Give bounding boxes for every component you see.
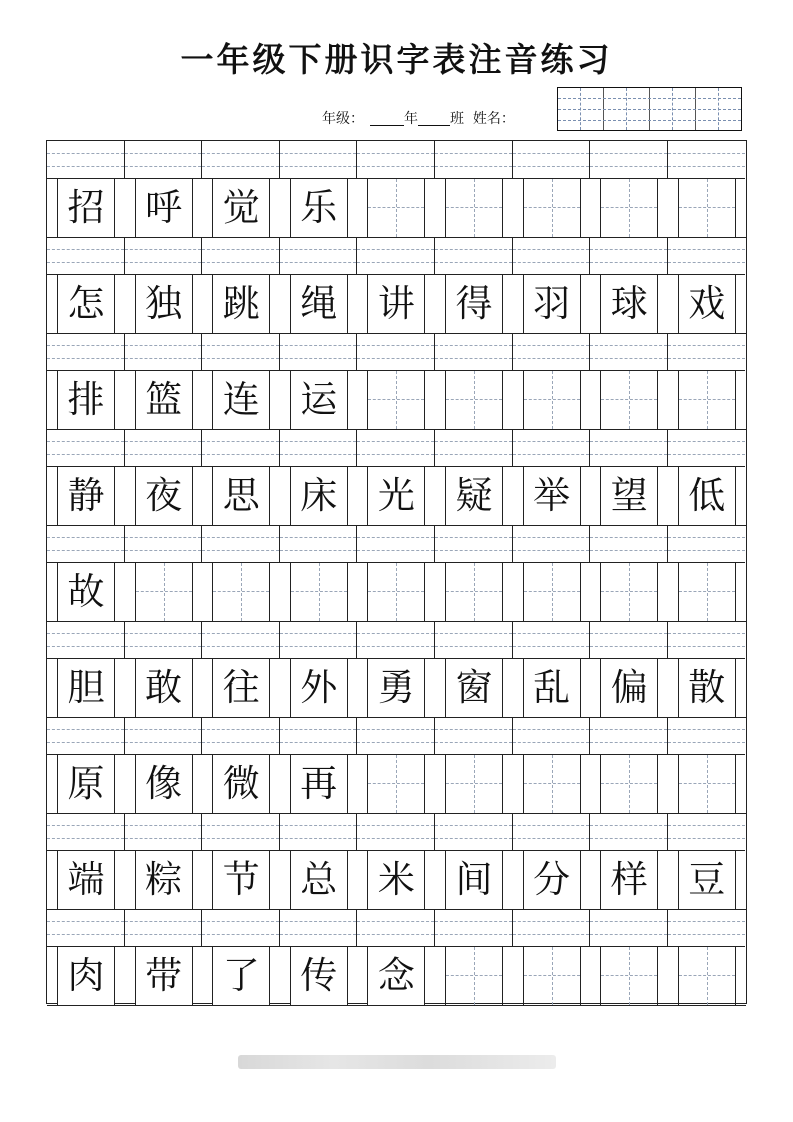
hanzi-character: 跳 [213,275,269,333]
pinyin-cell[interactable] [668,813,746,851]
character-cell[interactable] [135,851,193,909]
pinyin-cell[interactable] [202,141,280,179]
pinyin-cell[interactable] [280,429,358,467]
hanzi-character: 像 [136,755,192,813]
character-cell[interactable] [523,371,581,429]
pinyin-cell[interactable] [357,141,435,179]
character-cell[interactable] [57,179,115,237]
pinyin-cell[interactable] [125,813,203,851]
pinyin-cell[interactable] [47,429,125,467]
character-cell[interactable] [523,275,581,333]
practice-row [47,621,746,717]
hanzi-character: 光 [368,467,424,525]
pinyin-lines [47,717,746,755]
character-cell[interactable] [212,851,270,909]
character-cell[interactable] [212,371,270,429]
pinyin-cell[interactable] [590,237,668,275]
character-cell[interactable] [57,947,115,1005]
pinyin-lines [47,237,746,275]
class-blank[interactable] [418,111,450,126]
character-cell[interactable] [600,275,658,333]
pinyin-cell[interactable] [47,813,125,851]
name-label: 姓名： [472,111,515,127]
pinyin-cell[interactable] [202,621,280,659]
character-cell[interactable] [600,563,658,621]
character-cell[interactable] [57,371,115,429]
pinyin-cell[interactable] [202,333,280,371]
hanzi-character: 原 [58,755,114,813]
character-cell[interactable] [367,371,425,429]
hanzi-character: 再 [291,755,347,813]
character-cell[interactable] [212,563,270,621]
character-cell[interactable] [678,179,736,237]
hanzi-character: 端 [58,851,114,909]
pinyin-cell[interactable] [357,237,435,275]
pinyin-cell[interactable] [435,141,513,179]
character-cell[interactable] [57,467,115,525]
character-cell[interactable] [135,467,193,525]
pinyin-cell[interactable] [590,525,668,563]
pinyin-lines [47,141,746,179]
character-cell[interactable] [135,275,193,333]
hanzi-character: 外 [291,659,347,717]
hanzi-character: 排 [58,371,114,429]
pinyin-cell[interactable] [280,141,358,179]
hanzi-character: 举 [524,467,580,525]
pinyin-cell[interactable] [47,333,125,371]
character-cell[interactable] [212,467,270,525]
hanzi-character: 了 [213,947,269,1005]
character-cell[interactable] [678,371,736,429]
page-title: 一年级下册识字表注音练习 [180,40,613,79]
pinyin-cell[interactable] [357,429,435,467]
hanzi-character: 低 [679,467,735,525]
hanzi-character: 羽 [524,275,580,333]
practice-grid [46,140,747,1004]
character-cell[interactable] [367,755,425,813]
pinyin-cell[interactable] [202,909,280,947]
pinyin-cell[interactable] [668,621,746,659]
pinyin-lines [47,909,746,947]
year-char: 年 [404,111,418,127]
pinyin-cell[interactable] [435,621,513,659]
character-cell[interactable] [135,755,193,813]
hanzi-character: 往 [213,659,269,717]
character-cell[interactable] [523,659,581,717]
character-cell[interactable] [212,275,270,333]
pinyin-cell[interactable] [47,525,125,563]
character-cell[interactable] [212,947,270,1005]
hanzi-character: 传 [291,947,347,1005]
pinyin-cell[interactable] [590,429,668,467]
character-cell[interactable] [290,179,348,237]
hanzi-character: 乐 [291,179,347,237]
pinyin-cell[interactable] [280,717,358,755]
pinyin-cell[interactable] [668,717,746,755]
character-cell[interactable] [600,851,658,909]
character-cell[interactable] [367,563,425,621]
character-cell[interactable] [523,563,581,621]
pinyin-cell[interactable] [125,429,203,467]
character-cell[interactable] [135,563,193,621]
character-cell[interactable] [445,659,503,717]
character-cell[interactable] [135,371,193,429]
pinyin-lines [47,621,746,659]
pinyin-cell[interactable] [47,717,125,755]
hanzi-character: 偏 [601,659,657,717]
character-cell[interactable] [678,275,736,333]
hanzi-character: 带 [136,947,192,1005]
pinyin-cell[interactable] [590,141,668,179]
hanzi-character: 得 [446,275,502,333]
character-cell[interactable] [367,659,425,717]
pinyin-cell[interactable] [513,333,591,371]
grade-blank[interactable] [370,111,404,126]
pinyin-cell[interactable] [435,333,513,371]
character-cell[interactable] [290,947,348,1005]
character-cell[interactable] [57,275,115,333]
pinyin-cell[interactable] [668,909,746,947]
character-cell[interactable] [290,563,348,621]
character-cell[interactable] [445,467,503,525]
hanzi-character: 胆 [58,659,114,717]
pinyin-cell[interactable] [435,525,513,563]
class-char: 班 [450,111,464,127]
character-cell[interactable] [600,755,658,813]
character-cell[interactable] [290,659,348,717]
character-cell[interactable] [290,755,348,813]
hanzi-character: 粽 [136,851,192,909]
character-cell[interactable] [290,275,348,333]
character-line [47,563,746,622]
pinyin-cell[interactable] [202,525,280,563]
pinyin-lines [47,429,746,467]
character-line [47,467,746,526]
practice-row [47,525,746,621]
pinyin-cell[interactable] [202,429,280,467]
hanzi-character: 豆 [679,851,735,909]
pinyin-cell[interactable] [435,237,513,275]
character-cell[interactable] [600,947,658,1005]
character-cell[interactable] [523,947,581,1005]
pinyin-cell[interactable] [47,909,125,947]
hanzi-character: 静 [58,467,114,525]
hanzi-character: 床 [291,467,347,525]
character-cell[interactable] [600,659,658,717]
hanzi-character: 敢 [136,659,192,717]
character-cell[interactable] [135,659,193,717]
character-cell[interactable] [445,179,503,237]
hanzi-character: 微 [213,755,269,813]
character-cell[interactable] [678,947,736,1005]
hanzi-character: 戏 [679,275,735,333]
practice-row [47,813,746,909]
character-line [47,179,746,238]
pinyin-cell[interactable] [202,717,280,755]
pinyin-cell[interactable] [513,909,591,947]
character-cell[interactable] [678,851,736,909]
character-cell[interactable] [367,467,425,525]
pinyin-cell[interactable] [435,909,513,947]
pinyin-cell[interactable] [280,237,358,275]
character-line [47,659,746,718]
character-line [47,755,746,814]
character-cell[interactable] [290,467,348,525]
hanzi-character: 节 [213,851,269,909]
character-cell[interactable] [445,755,503,813]
character-cell[interactable] [523,179,581,237]
pinyin-cell[interactable] [280,333,358,371]
character-cell[interactable] [367,947,425,1005]
character-cell[interactable] [367,179,425,237]
hanzi-character: 篮 [136,371,192,429]
character-cell[interactable] [678,563,736,621]
pinyin-cell[interactable] [668,525,746,563]
practice-row [47,141,746,237]
character-cell[interactable] [678,659,736,717]
pinyin-cell[interactable] [357,909,435,947]
hanzi-character: 间 [446,851,502,909]
practice-row [47,909,746,1005]
pinyin-cell[interactable] [280,621,358,659]
hanzi-character: 绳 [291,275,347,333]
pinyin-cell[interactable] [125,525,203,563]
hanzi-character: 独 [136,275,192,333]
character-cell[interactable] [445,947,503,1005]
character-cell[interactable] [367,275,425,333]
pinyin-cell[interactable] [125,717,203,755]
pinyin-cell[interactable] [125,237,203,275]
pinyin-cell[interactable] [513,717,591,755]
character-line [47,275,746,334]
pinyin-cell[interactable] [280,909,358,947]
hanzi-character: 怎 [58,275,114,333]
pinyin-cell[interactable] [668,333,746,371]
hanzi-character: 米 [368,851,424,909]
hanzi-character: 觉 [213,179,269,237]
pinyin-cell[interactable] [47,237,125,275]
pinyin-lines [47,813,746,851]
character-cell[interactable] [57,755,115,813]
character-cell[interactable] [445,275,503,333]
pinyin-lines [47,333,746,371]
character-cell[interactable] [678,755,736,813]
hanzi-character: 思 [213,467,269,525]
character-cell[interactable] [600,467,658,525]
pinyin-cell[interactable] [125,141,203,179]
hanzi-character: 分 [524,851,580,909]
hanzi-character: 念 [368,947,424,1005]
hanzi-character: 样 [601,851,657,909]
pinyin-cell[interactable] [125,909,203,947]
character-cell[interactable] [57,563,115,621]
pinyin-cell[interactable] [590,813,668,851]
footer-watermark [238,1055,556,1069]
student-info [322,108,515,128]
character-cell[interactable] [212,659,270,717]
character-cell[interactable] [600,371,658,429]
character-cell[interactable] [445,371,503,429]
practice-row [47,333,746,429]
hanzi-character: 球 [601,275,657,333]
pinyin-cell[interactable] [513,525,591,563]
character-cell[interactable] [678,467,736,525]
pinyin-cell[interactable] [47,141,125,179]
practice-row [47,429,746,525]
pinyin-cell[interactable] [668,237,746,275]
character-cell[interactable] [367,851,425,909]
pinyin-cell[interactable] [590,717,668,755]
character-line [47,947,746,1006]
character-cell[interactable] [523,467,581,525]
hanzi-character: 肉 [58,947,114,1005]
hanzi-character: 夜 [136,467,192,525]
pinyin-cell[interactable] [668,429,746,467]
character-cell[interactable] [135,179,193,237]
hanzi-character: 总 [291,851,347,909]
character-line [47,371,746,430]
pinyin-cell[interactable] [357,525,435,563]
character-cell[interactable] [290,371,348,429]
character-cell[interactable] [445,563,503,621]
character-cell[interactable] [600,179,658,237]
pinyin-cell[interactable] [357,717,435,755]
hanzi-character: 望 [601,467,657,525]
practice-row [47,237,746,333]
character-cell[interactable] [445,851,503,909]
hanzi-character: 讲 [368,275,424,333]
pinyin-cell[interactable] [280,813,358,851]
pinyin-cell[interactable] [435,813,513,851]
character-cell[interactable] [135,947,193,1005]
pinyin-cell[interactable] [513,813,591,851]
character-cell[interactable] [523,851,581,909]
character-cell[interactable] [57,851,115,909]
pinyin-cell[interactable] [513,429,591,467]
pinyin-cell[interactable] [513,141,591,179]
name-writing-box[interactable] [557,87,742,131]
hanzi-character: 连 [213,371,269,429]
pinyin-cell[interactable] [357,813,435,851]
pinyin-cell[interactable] [47,621,125,659]
hanzi-character: 乱 [524,659,580,717]
practice-row [47,717,746,813]
pinyin-cell[interactable] [357,333,435,371]
pinyin-cell[interactable] [590,333,668,371]
pinyin-cell[interactable] [668,141,746,179]
hanzi-character: 疑 [446,467,502,525]
pinyin-cell[interactable] [590,621,668,659]
pinyin-cell[interactable] [513,237,591,275]
pinyin-cell[interactable] [202,813,280,851]
character-cell[interactable] [290,851,348,909]
character-cell[interactable] [212,179,270,237]
hanzi-character: 勇 [368,659,424,717]
pinyin-cell[interactable] [513,621,591,659]
pinyin-cell[interactable] [357,621,435,659]
hanzi-character: 故 [58,563,114,621]
hanzi-character: 呼 [136,179,192,237]
character-cell[interactable] [212,755,270,813]
pinyin-cell[interactable] [125,333,203,371]
pinyin-cell[interactable] [280,525,358,563]
pinyin-cell[interactable] [435,717,513,755]
pinyin-cell[interactable] [125,621,203,659]
hanzi-character: 招 [58,179,114,237]
hanzi-character: 散 [679,659,735,717]
grade-label: 年级： [322,111,364,127]
pinyin-cell[interactable] [202,237,280,275]
pinyin-cell[interactable] [435,429,513,467]
hanzi-character: 窗 [446,659,502,717]
character-cell[interactable] [523,755,581,813]
character-cell[interactable] [57,659,115,717]
pinyin-cell[interactable] [590,909,668,947]
hanzi-character: 运 [291,371,347,429]
character-line [47,851,746,910]
pinyin-lines [47,525,746,563]
